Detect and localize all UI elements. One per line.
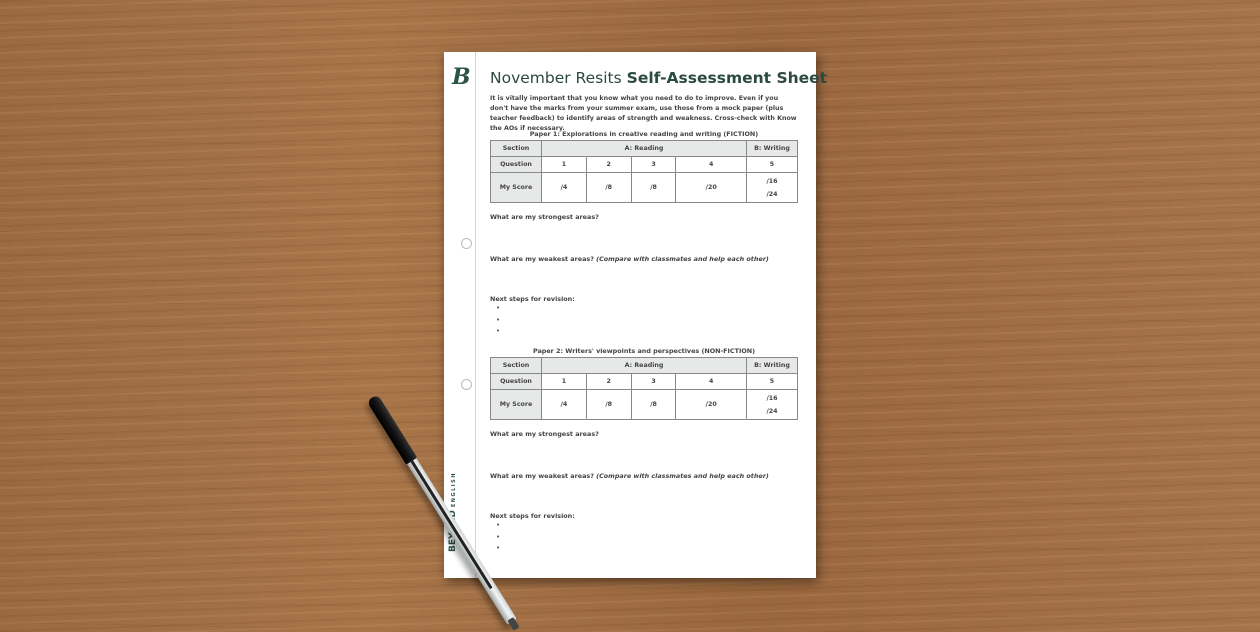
score-max: /20 (705, 401, 717, 408)
score-max: /24 (766, 407, 778, 415)
worksheet-page (444, 52, 828, 578)
writing-header: B: Writing (747, 141, 798, 157)
question-number: 2 (586, 157, 631, 173)
score-max: /24 (766, 190, 778, 198)
score-max: /4 (560, 401, 568, 408)
score-cell[interactable] (747, 173, 798, 203)
punch-hole (461, 379, 472, 390)
weakest-label: What are my weakest areas? (490, 255, 594, 263)
score-cell[interactable] (747, 390, 798, 420)
score-table (490, 357, 798, 420)
page-title (490, 69, 828, 87)
bullet-line[interactable]: • (496, 304, 501, 312)
paper-caption: Paper 1: Explorations in creative reading and writing (FICTION) (529, 130, 759, 138)
brand-sub: ENGLISH (451, 472, 457, 508)
question-number: 3 (631, 157, 676, 173)
weakest-prompt (490, 255, 798, 263)
reading-header: A: Reading (542, 141, 747, 157)
score-cell[interactable] (542, 173, 587, 203)
question-number: 5 (747, 374, 798, 390)
bullet-line[interactable]: • (496, 315, 501, 324)
question-number: 1 (542, 157, 587, 173)
score-cell[interactable] (676, 390, 747, 420)
question-number: 4 (676, 157, 747, 173)
paper-caption: Paper 2: Writers' viewpoints and perspectives (NON-FICTION) (532, 347, 756, 355)
beyond-logo: B (452, 64, 471, 90)
bullet-line[interactable]: • (496, 544, 501, 552)
title-bold: Self-Assessment Sheet (626, 69, 828, 87)
score-max: /8 (650, 401, 657, 408)
intro-text: It is vitally important that you know what you need to do to improve. Even if you don't have the marks from your summer exam, use those from a mock paper (plus teacher feedback) to identify areas of strength and weakness. Cross-check with Know the AOs if necessary. (490, 95, 797, 132)
score-cell[interactable] (586, 390, 631, 420)
next-steps-prompt: Next steps for revision: (490, 295, 575, 303)
score-header: My Score (491, 390, 542, 420)
weakest-note: (Compare with classmates and help each other) (596, 472, 769, 480)
score-max: /4 (560, 184, 568, 191)
score-max: /20 (705, 184, 717, 191)
score-max: /16 (766, 394, 778, 402)
score-cell[interactable] (542, 390, 587, 420)
reading-header: A: Reading (542, 358, 747, 374)
strongest-prompt: What are my strongest areas? (490, 213, 599, 221)
score-cell[interactable] (586, 173, 631, 203)
pen-cap (366, 394, 417, 464)
question-number: 3 (631, 374, 676, 390)
weakest-note: (Compare with classmates and help each other) (596, 255, 769, 263)
score-cell[interactable] (631, 173, 676, 203)
score-max: /8 (605, 401, 613, 408)
question-number: 5 (747, 157, 798, 173)
score-table (490, 140, 798, 203)
question-header: Question (491, 374, 542, 390)
title-light: November Resits (490, 69, 622, 87)
punch-hole (461, 238, 472, 249)
score-max: /8 (605, 184, 613, 191)
section-header: Section (491, 358, 542, 374)
bullet-line[interactable]: • (496, 532, 501, 541)
weakest-prompt (490, 472, 798, 480)
question-number: 2 (586, 374, 631, 390)
pen-tip (507, 617, 519, 631)
question-number: 1 (542, 374, 587, 390)
margin-line (475, 52, 476, 578)
strongest-prompt: What are my strongest areas? (490, 430, 599, 438)
question-header: Question (491, 157, 542, 173)
score-header: My Score (491, 173, 542, 203)
question-number: 4 (676, 374, 747, 390)
score-cell[interactable] (631, 390, 676, 420)
score-max: /8 (650, 184, 657, 191)
bullet-line[interactable]: • (496, 521, 501, 529)
writing-header: B: Writing (747, 358, 798, 374)
score-max: /16 (766, 177, 778, 185)
score-cell[interactable] (676, 173, 747, 203)
section-header: Section (491, 141, 542, 157)
weakest-label: What are my weakest areas? (490, 472, 594, 480)
next-steps-prompt: Next steps for revision: (490, 512, 575, 520)
bullet-line[interactable]: • (496, 327, 501, 335)
